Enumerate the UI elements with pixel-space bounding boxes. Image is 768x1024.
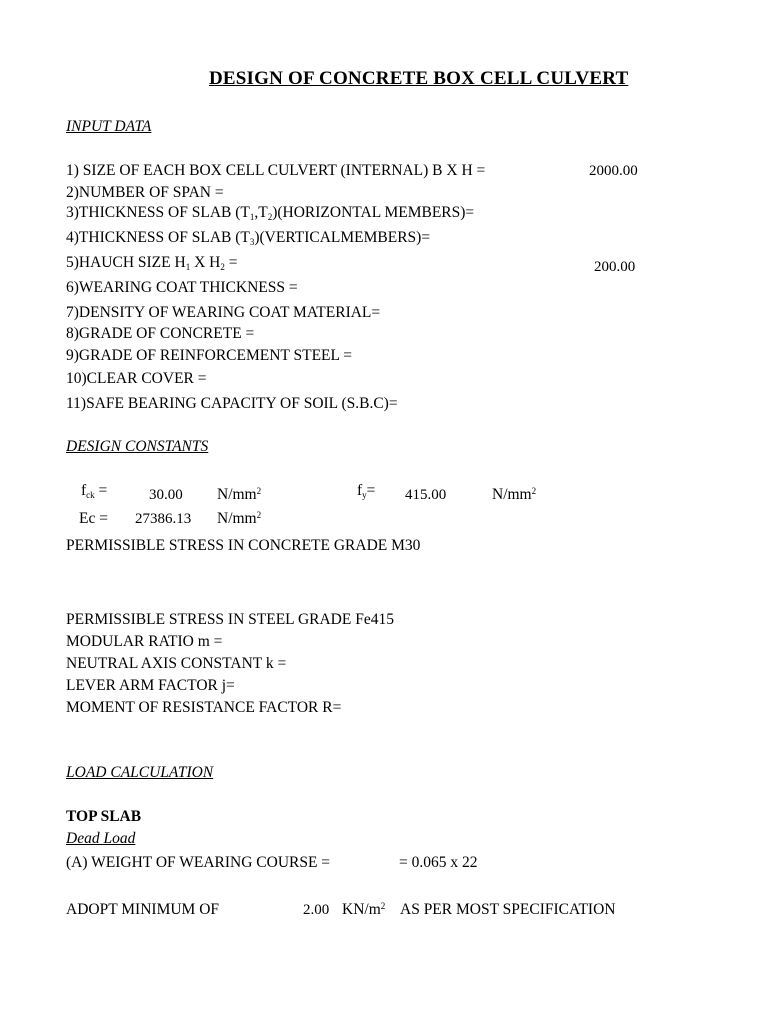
- permissible-stress-concrete: PERMISSIBLE STRESS IN CONCRETE GRADE M30: [66, 537, 421, 554]
- input-item-10: 10)CLEAR COVER =: [66, 370, 207, 387]
- input-item-5: 5)HAUCH SIZE $H_1$ X $H_2$ =: [66, 254, 238, 272]
- input-item-8: 8)GRADE OF CONCRETE =: [66, 325, 255, 342]
- input-item-5-value: 200.00: [594, 259, 636, 275]
- adopt-minimum-label: ADOPT MINIMUM OF: [66, 901, 220, 918]
- ec-label: Ec =: [79, 510, 108, 527]
- input-item-1-value: 2000.00: [589, 163, 638, 179]
- neutral-axis-constant: NEUTRAL AXIS CONSTANT k =: [66, 655, 287, 672]
- fck-unit: $N/mm^2$: [217, 486, 262, 503]
- adopt-minimum-value: 2.00: [303, 902, 330, 918]
- input-data-heading: INPUT DATA: [66, 118, 152, 135]
- input-item-1: 1) SIZE OF EACH BOX CELL CULVERT (INTERNAL) B X H =: [66, 162, 486, 179]
- fck-value: 30.00: [149, 487, 183, 503]
- dead-load-heading: Dead Load: [66, 830, 136, 847]
- input-item-9: 9)GRADE OF REINFORCEMENT STEEL =: [66, 347, 353, 364]
- design-constants-heading: DESIGN CONSTANTS: [66, 438, 209, 455]
- permissible-stress-steel: PERMISSIBLE STRESS IN STEEL GRADE Fe415: [66, 611, 394, 628]
- input-item-2: 2)NUMBER OF SPAN =: [66, 184, 224, 201]
- input-item-11: 11)SAFE BEARING CAPACITY OF SOIL (S.B.C)=: [66, 395, 398, 412]
- load-calculation-heading: LOAD CALCULATION: [66, 764, 214, 781]
- input-item-7: 7)DENSITY OF WEARING COAT MATERIAL=: [66, 304, 381, 321]
- adopt-minimum-unit: $KN/m^2$: [342, 901, 386, 918]
- top-slab-heading: TOP SLAB: [66, 808, 142, 825]
- ec-unit: $N/mm^2$: [217, 510, 262, 527]
- fy-unit: $N/mm^2$: [492, 486, 537, 503]
- modular-ratio: MODULAR RATIO m =: [66, 633, 223, 650]
- fck-label: $f_{ck}$ =: [81, 482, 108, 500]
- fy-value: 415.00: [405, 487, 447, 503]
- fy-label: $f_y=$: [357, 482, 376, 500]
- ec-value: 27386.13: [135, 511, 192, 527]
- input-item-6: 6)WEARING COAT THICKNESS =: [66, 279, 298, 296]
- input-item-3: 3)THICKNESS OF SLAB $(T_1,T_2)(HORIZONTAL$ MEMBERS)=: [66, 204, 475, 222]
- lever-arm-factor: LEVER ARM FACTOR j=: [66, 677, 235, 694]
- adopt-minimum-note: AS PER MOST SPECIFICATION: [400, 901, 616, 918]
- document-title: DESIGN OF CONCRETE BOX CELL CULVERT: [209, 68, 629, 89]
- moment-resistance-factor: MOMENT OF RESISTANCE FACTOR R=: [66, 699, 342, 716]
- wearing-course-label: (A) WEIGHT OF WEARING COURSE =: [66, 854, 331, 871]
- input-item-4: 4)THICKNESS OF SLAB $(T_3)(VERTICALMEMBERS)=$: [66, 229, 431, 247]
- wearing-course-formula: = 0.065 x 22: [399, 854, 478, 871]
